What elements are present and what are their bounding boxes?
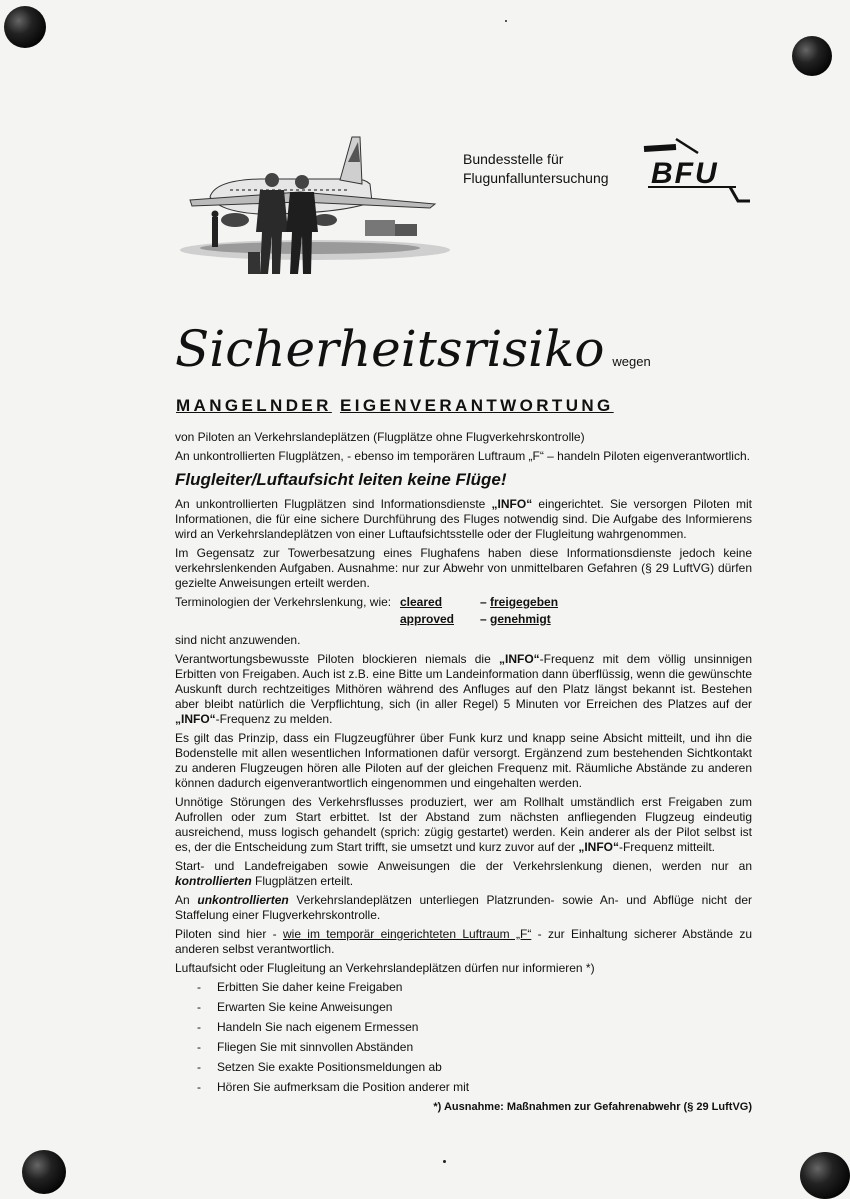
- list-item: - Erwarten Sie keine Anweisungen: [175, 1000, 752, 1015]
- list-item: - Setzen Sie exakte Positionsmeldungen ab: [175, 1060, 752, 1075]
- document-body: [175, 430, 752, 1115]
- paragraph-info-services: An unkontrollierten Flugplätzen sind Informationsdienste „INFO“ eingerichtet. Sie versorgen Piloten mit Informationen, die für eine sichere Durchführung des Fluges notwendig sind. Die Aufgabe des Informierens wird an Verkehrslandeplätzen von einer Luftaufsichtsstelle oder der Flugleitung wahrgenommen.: [175, 497, 752, 541]
- speck: [443, 1160, 446, 1163]
- terminology-table: [175, 595, 752, 627]
- term-cleared: cleared: [400, 595, 443, 609]
- paragraph-not-applicable: sind nicht anzuwenden.: [175, 633, 301, 647]
- paragraph-pilot-responsibility: Piloten sind hier - wie im temporär eingerichteten Luftraum „F“ - zur Einhaltung sicherer Abstände zu anderen selbst verantwortlich.: [175, 927, 753, 956]
- organization-line-2: Flugunfalluntersuchung: [463, 170, 609, 186]
- terminology-label: Terminologien der Verkehrslenkung, wie:: [175, 595, 392, 609]
- title-wegen: wegen: [612, 354, 651, 369]
- title-main: Sicherheitsrisiko: [175, 320, 605, 378]
- paragraph-uncontrolled-airfields: An unkontrollierten Verkehrslandeplätzen unterliegen Platzrunden- sowie An- und Abflüge nicht der Staffelung einer Flugverkehrskontrolle.: [175, 893, 753, 922]
- paragraph-controlled-airfields: Start- und Landefreigaben sowie Anweisungen die der Verkehrslenkung dienen, werden nur an kontrollierten Flugplätzen erteilt.: [175, 859, 752, 888]
- document-subtitle: [176, 396, 614, 416]
- bfu-logo-text: BFU: [651, 157, 719, 190]
- footnote: *) Ausnahme: Maßnahmen zur Gefahrenabwehr (§ 29 LuftVG): [433, 1101, 752, 1113]
- paragraph-no-traffic-control: Im Gegensatz zur Towerbesatzung eines Flughafens haben diese Informationsdienste jedoch keine verkehrslenkenden Aufgaben. Ausnahme: nur zur Abwehr von unmittelbaren Gefahren (§ 29 LuftVG) dürfen gezielte Anweisungen erteilt werden.: [175, 546, 752, 590]
- subtitle-word-1: MANGELNDER: [176, 396, 332, 415]
- list-item: - Handeln Sie nach eigenem Ermessen: [175, 1020, 752, 1035]
- pushpin-icon: [800, 1152, 850, 1199]
- pushpin-icon: [4, 6, 46, 48]
- list-item: - Hören Sie aufmerksam die Position anderer mit: [175, 1080, 752, 1095]
- translation-freigegeben: – freigegeben: [480, 595, 559, 609]
- speck: [505, 20, 507, 22]
- paragraph-principle: Es gilt das Prinzip, dass ein Flugzeugführer über Funk kurz und knapp seine Absicht mitteilt, und ihn die Bodenstelle mit allen wesentlichen Informationen dafür versorgt. Ergänzend zum bestehenden Sichtkontakt zu anderen Flugzeugen hören alle Piloten auf der gleichen Frequenz mit. Räumliche Abstände zu anderen können dadurch eigenverantwortlich eingenommen und eingehalten werden.: [175, 731, 752, 790]
- intro-line-1: von Piloten an Verkehrslandeplätzen (Flugplätze ohne Flugverkehrskontrolle): [175, 430, 585, 444]
- airplane-pilots-illustration: [180, 132, 455, 280]
- paragraph-traffic-disruption: Unnötige Störungen des Verkehrsflusses produziert, wer am Rollhalt umständlich erst Freigaben zum Aufrollen oder zum Start erbittet. Ist der Abstand zum nächsten anfliegenden Flugzeug eindeutig ausreichend, muss logisch gehandelt (sprich: zügig gestartet) werden. Kein anderer als der Pilot selbst ist es, der die Entscheidung zum Start trifft, sie umsetzt und kurz zuvor auf der „INFO“-Frequenz mitteilt.: [175, 795, 752, 854]
- intro-line-2: An unkontrollierten Flugplätzen, - ebenso im temporären Luftraum „F“ – handeln Piloten eigenverantwortlich.: [175, 449, 750, 463]
- organization-line-1: Bundesstelle für: [463, 151, 564, 167]
- advice-list: [175, 980, 752, 1095]
- section-heading: Flugleiter/Luftaufsicht leiten keine Flüge!: [175, 470, 507, 489]
- paragraph-info-frequency: Verantwortungsbewusste Piloten blockieren niemals die „INFO“-Frequenz mit dem völlig unsinnigen Erbitten von Freigaben. Auch ist z.B. eine Bitte um Landeinformation dann überflüssig, wenn die gewünschte Auskunft durch rechtzeitiges Mithören während des Anfluges auf den Platz längst bekannt ist. Bestehen aber bleibt natürlich die Verpflichtung, sich (in aller Regel) 5 Minuten vor Erreichen des Platzes auf der „INFO“-Frequenz zu melden.: [175, 652, 753, 726]
- list-item: - Fliegen Sie mit sinnvollen Abständen: [175, 1040, 752, 1055]
- pushpin-icon: [792, 36, 832, 76]
- term-approved: approved: [400, 612, 455, 626]
- translation-genehmigt: – genehmigt: [480, 612, 551, 626]
- paragraph-only-inform: Luftaufsicht oder Flugleitung an Verkehrslandeplätzen dürfen nur informieren *): [175, 961, 595, 975]
- organization-name: [463, 150, 609, 188]
- pushpin-icon: [22, 1150, 66, 1194]
- document-title: [175, 320, 651, 378]
- subtitle-word-2: EIGENVERANTWORTUNG: [339, 396, 614, 415]
- list-item: - Erbitten Sie daher keine Freigaben: [175, 980, 752, 995]
